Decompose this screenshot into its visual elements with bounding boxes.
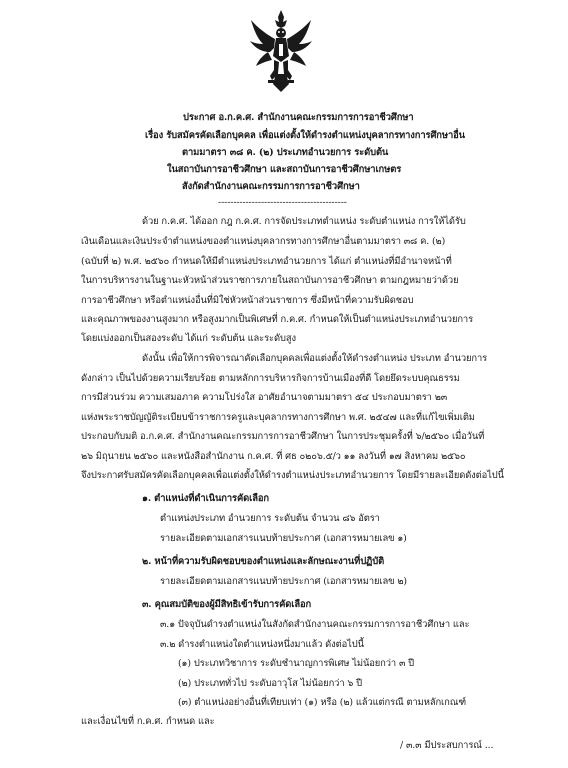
paragraph1-line5: การอาชีวศึกษา หรือตำแหน่งอื่นที่มิใช่หัวหน้าส่วนราชการ ซึ่งมีหน้าที่ความรับผิดชอบ xyxy=(81,295,414,306)
paragraph1-line3: (ฉบับที่ ๒) พ.ศ. ๒๕๖๐ กำหนดให้มีตำแหน่งประเภทอำนวยการ ได้แก่ ตำแหน่งที่มีอำนาจหน้าที่ xyxy=(81,256,452,267)
section3-sub-3: (๓) ตำแหน่งอย่างอื่นที่เทียบเท่า (๑) หรือ (๒) แล้วแต่กรณี ตามหลักเกณฑ์ xyxy=(178,697,467,708)
paragraph1-line2: เงินเดือนและเงินประจำตำแหน่งของตำแหน่งบุคลากรทางการศึกษาอื่นตามมาตรา ๓๘ ค. (๒) xyxy=(81,236,446,247)
announcement-title: ประกาศ อ.ก.ค.ศ. สำนักงานคณะกรรมการการอาชีวศึกษา xyxy=(183,112,414,123)
announcement-subject: เรื่อง รับสมัครคัดเลือกบุคคล เพื่อแต่งตั้งให้ดำรงตำแหน่งบุคลากรทางการศึกษาอื่น xyxy=(145,130,465,141)
paragraph2-line7: จึงประกาศรับสมัครคัดเลือกบุคคลเพื่อแต่งตั้งให้ดำรงตำแหน่งประเภทอำนวยการ โดยมีรายละเอียดดังต่อไปนี้ xyxy=(81,470,504,481)
page-continuation: / ๓.๓ มีประสบการณ์ ... xyxy=(400,740,494,751)
paragraph2-line1: ดังนั้น เพื่อให้การพิจารณาคัดเลือกบุคคลเพื่อแต่งตั้งให้ดำรงตำแหน่ง ประเภท อำนวยการ xyxy=(142,353,488,364)
announcement-subject-line3: ในสถาบันการอาชีวศึกษา และสถาบันการอาชีวศึกษาเกษตร xyxy=(167,164,402,175)
section1-line1: ตำแหน่งประเภท อำนวยการ ระดับต้น จำนวน ๘๖ อัตรา xyxy=(160,513,380,524)
garuda-emblem-icon xyxy=(248,8,314,94)
announcement-subject-line4: สังกัดสำนักงานคณะกรรมการการอาชีวศึกษา xyxy=(182,181,360,192)
section3-item-3-2: ๓.๒ ดำรงตำแหน่งใดตำแหน่งหนึ่งมาแล้ว ดังต่อไปนี้ xyxy=(160,639,364,650)
paragraph1-line6: และคุณภาพของงานสูงมาก หรือสูงมากเป็นพิเศษที่ ก.ค.ศ. กำหนดให้เป็นตำแหน่งประเภทอำนวยการ xyxy=(81,314,474,325)
header-separator: ------------------------------------------ xyxy=(218,197,347,208)
paragraph1-line7: โดยแบ่งออกเป็นสองระดับ ได้แก่ ระดับต้น และระดับสูง xyxy=(81,333,296,344)
section2-line1: รายละเอียดตามเอกสารแนบท้ายประกาศ (เอกสารหมายเลข ๒) xyxy=(160,576,407,587)
section3-sub-3-cont: และเงื่อนไขที่ ก.ค.ศ. กำหนด และ xyxy=(81,716,215,727)
section2-heading: ๒. หน้าที่ความรับผิดชอบของตำแหน่งและลักษณะงานที่ปฏิบัติ xyxy=(142,556,385,567)
paragraph1-line4: ในการบริหารงานในฐานะหัวหน้าส่วนราชการภายในสถาบันการอาชีวศึกษา ตามกฎหมายว่าด้วย xyxy=(81,275,459,286)
section3-sub-1: (๑) ประเภทวิชาการ ระดับชำนาญการพิเศษ ไม่น้อยกว่า ๓ ปี xyxy=(178,658,415,669)
paragraph1-line1: ด้วย ก.ค.ศ. ได้ออก กฎ ก.ค.ศ. การจัดประเภทตำแหน่ง ระดับตำแหน่ง การให้ได้รับ xyxy=(142,216,466,227)
paragraph2-line4: แห่งพระราชบัญญัติระเบียบข้าราชการครูและบุคลากรทางการศึกษา พ.ศ. ๒๕๔๗ และที่แก้ไขเพิ่มเติม xyxy=(81,412,475,423)
section3-sub-2: (๒) ประเภททั่วไป ระดับอาวุโส ไม่น้อยกว่า ๖ ปี xyxy=(178,678,362,689)
paragraph2-line3: การมีส่วนร่วม ความเสมอภาค ความโปร่งใส อาศัยอำนาจตามมาตรา ๕๔ ประกอบมาตรา ๒๓ xyxy=(81,392,448,403)
paragraph2-line2: ดังกล่าว เป็นไปด้วยความเรียบร้อย ตามหลักการบริหารกิจการบ้านเมืองที่ดี โดยยึดระบบคุณธรรม xyxy=(81,373,460,384)
section3-item-3-1: ๓.๑ ปัจจุบันดำรงตำแหน่งในสังกัดสำนักงานคณะกรรมการการอาชีวศึกษา และ xyxy=(160,619,470,630)
paragraph2-line5: ประกอบกับมติ อ.ก.ค.ศ. สำนักงานคณะกรรมการการอาชีวศึกษา ในการประชุมครั้งที่ ๖/๒๕๖๐ เมื่อวันที่ xyxy=(81,431,485,442)
announcement-subject-line2: ตามมาตรา ๓๘ ค. (๒) ประเภทอำนวยการ ระดับต้น xyxy=(182,147,389,158)
section1-heading: ๑. ตำแหน่งที่ดำเนินการคัดเลือก xyxy=(142,493,269,504)
section1-line2: รายละเอียดตามเอกสารแนบท้ายประกาศ (เอกสารหมายเลข ๑) xyxy=(160,533,407,544)
section3-heading: ๓. คุณสมบัติของผู้มีสิทธิเข้ารับการคัดเลือก xyxy=(142,599,312,610)
paragraph2-line6: ๒๖ มิถุนายน ๒๕๖๐ และหนังสือสำนักงาน ก.ค.ศ. ที่ ศธ ๐๒๐๖.๕/ว ๑๑ ลงวันที่ ๑๗ สิงหาคม ๒๕๖๐ xyxy=(81,451,466,462)
